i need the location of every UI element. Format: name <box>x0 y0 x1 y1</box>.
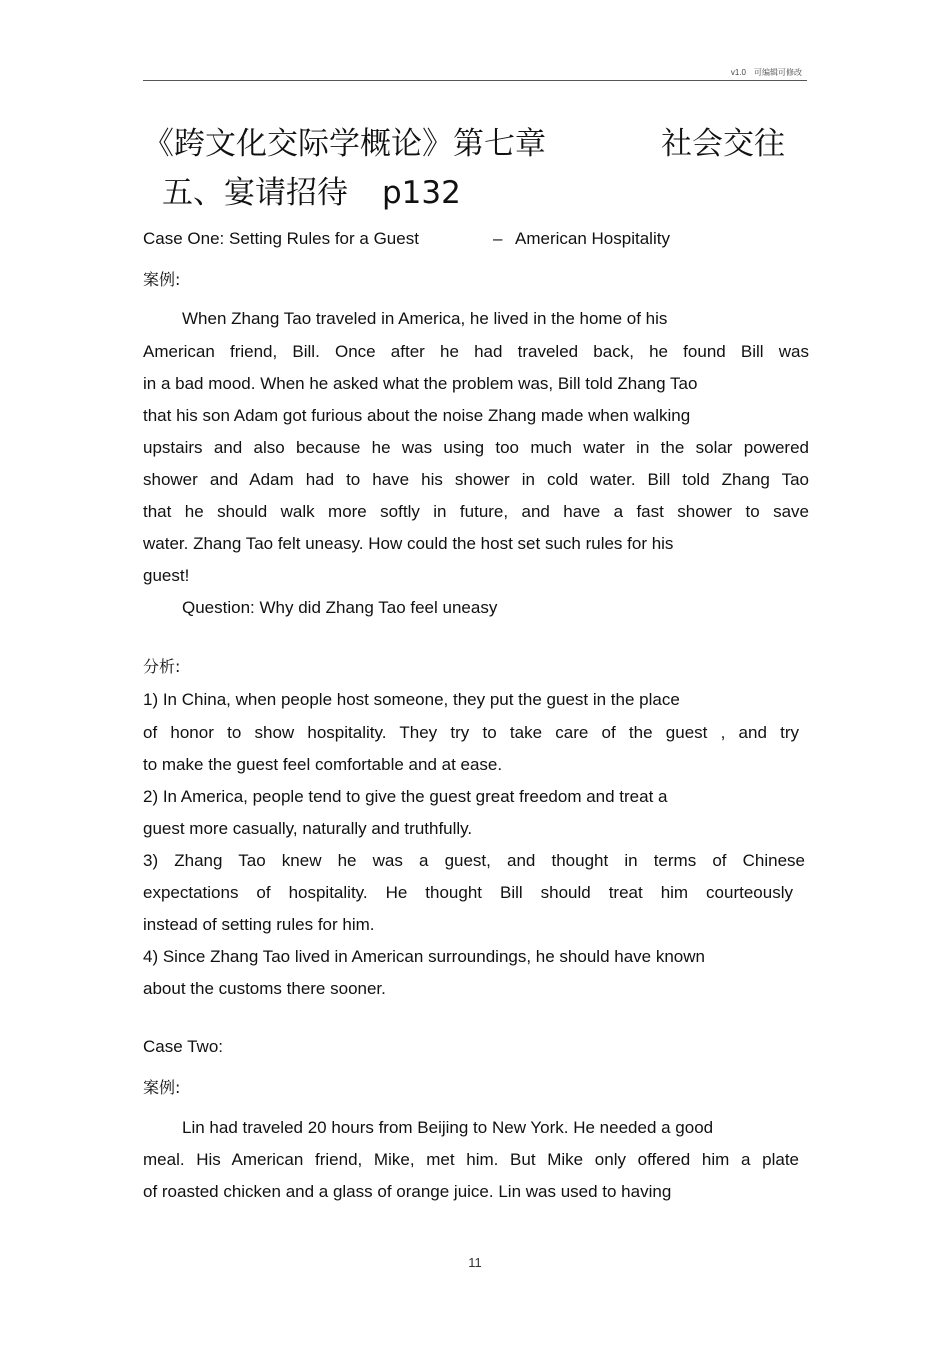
header-version: v1.0 可编辑可修改 <box>730 68 802 77</box>
analysis-line: expectations of hospitality. He thought Bill should treat him courteously <box>143 883 793 902</box>
case-one-label: 案例: <box>143 270 181 289</box>
analysis-line: 2) In America, people tend to give the guest great freedom and treat a <box>143 787 668 806</box>
title-page-ref: p132 <box>382 175 461 211</box>
case-one-line: American friend, Bill. Once after he had traveled back, he found Bill was <box>143 342 809 361</box>
case-two-line: Lin had traveled 20 hours from Beijing to New York. He needed a good <box>182 1118 714 1137</box>
case-one-line: water. Zhang Tao felt uneasy. How could the host set such rules for his <box>143 534 674 553</box>
analysis-line: 3) Zhang Tao knew he was a guest, and thought in terms of Chinese <box>143 851 805 870</box>
page-title-line2 <box>162 173 461 213</box>
case-one-line: that he should walk more softly in future, and have a fast shower to save <box>143 502 809 521</box>
analysis-line: 4) Since Zhang Tao lived in American surroundings, he should have known <box>143 947 705 966</box>
case-two-line: of roasted chicken and a glass of orange juice. Lin was used to having <box>143 1182 672 1201</box>
page-number: 11 <box>468 1255 482 1270</box>
analysis-line: of honor to show hospitality. They try to take care of the guest , and try <box>143 723 799 742</box>
case-one-heading-right: American Hospitality <box>515 229 670 248</box>
case-one-heading-left: Case One: Setting Rules for a Guest <box>143 229 419 248</box>
case-one-line: guest! <box>143 566 190 585</box>
case-two-heading: Case Two: <box>143 1037 224 1056</box>
case-one-question: Question: Why did Zhang Tao feel uneasy <box>182 598 498 617</box>
analysis-line: 1) In China, when people host someone, they put the guest in the place <box>143 690 680 709</box>
title-chapter: 《跨文化交际学概论》第七章 <box>143 126 546 162</box>
case-two-label: 案例: <box>143 1078 181 1097</box>
case-two-line: meal. His American friend, Mike, met him. But Mike only offered him a plate <box>143 1150 799 1169</box>
case-one-line: When Zhang Tao traveled in America, he lived in the home of his <box>182 309 668 328</box>
analysis-line: guest more casually, naturally and truthfully. <box>143 819 473 838</box>
analysis-label: 分析: <box>143 657 181 676</box>
analysis-line: about the customs there sooner. <box>143 979 386 998</box>
title-topic: 社会交往 <box>661 126 785 162</box>
case-one-line: shower and Adam had to have his shower in cold water. Bill told Zhang Tao <box>143 470 809 489</box>
page-title-line1 <box>143 124 807 164</box>
title-section: 五、宴请招待 <box>162 175 348 211</box>
case-one-heading <box>143 228 809 250</box>
case-one-heading-dash: – <box>493 229 503 248</box>
analysis-line: instead of setting rules for him. <box>143 915 375 934</box>
case-one-line: in a bad mood. When he asked what the problem was, Bill told Zhang Tao <box>143 374 698 393</box>
case-one-line: upstairs and also because he was using too much water in the solar powered <box>143 438 809 457</box>
case-one-line: that his son Adam got furious about the noise Zhang made when walking <box>143 406 691 425</box>
header-rule <box>143 80 807 81</box>
analysis-line: to make the guest feel comfortable and at ease. <box>143 755 503 774</box>
